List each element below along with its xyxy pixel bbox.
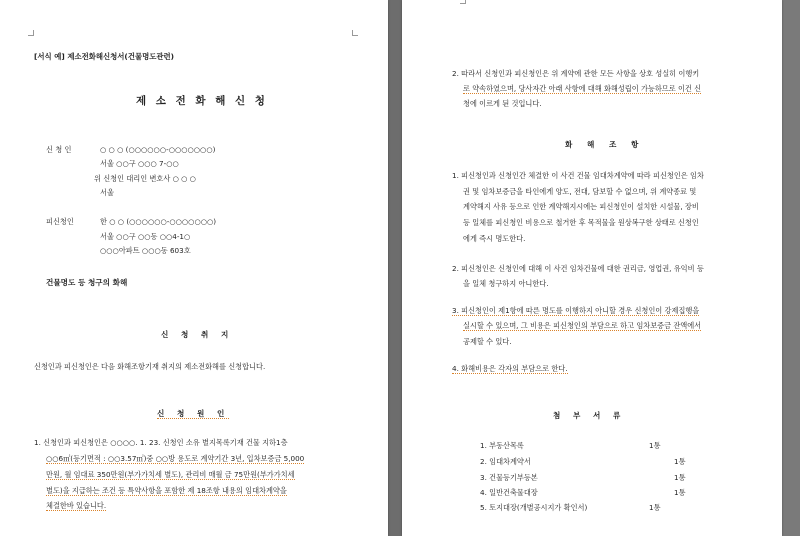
attachment-5-name: 5. 토지대장(개별공시지가 확인서) [480,503,588,512]
attachment-1-count: 1통 [649,441,661,450]
term-1-line-3: 계약해지 사유 등으로 인한 계약해지시에는 피신청인이 설치한 시설물, 장비 [463,202,699,211]
cause-1-line-5-text: 체결한바 있습니다. [46,501,107,510]
document-page-2[interactable] [402,0,782,536]
term-1-line-5: 에게 즉시 명도한다. [463,234,526,243]
attachment-2-name: 2. 임대차계약서 [480,457,531,466]
purpose-heading: 신 청 취 지 [161,330,234,339]
purpose-text: 신청인과 피신청인은 다음 화해조항기재 취지의 제소전화해를 신청합니다. [34,362,266,371]
attachment-4-name: 4. 일반건축물대장 [480,488,538,497]
attachment-4-count: 1통 [674,488,686,497]
term-1-line-2: 권 및 임차보증금을 타인에게 양도, 전대, 담보할 수 없으며, 위 계약종료 및 [463,187,697,196]
term-3-line-2 [463,321,701,330]
attachment-3-name: 3. 건물등기부등본 [480,473,538,482]
term-3-line-2-text: 실시할 수 있으며, 그 비용은 피신청인의 부담으로 하고 임차보증금 잔액에서 [463,321,702,330]
term-2-line-1: 2. 피신청인은 신청인에 대해 이 사건 임차건물에 대한 권리금, 영업권, 유익비 등 [452,264,704,273]
applicant-address: 서울 ○○구 ○○○ 7-○○ [100,159,179,168]
cause-2-line-2-text: 로 약속하였으며, 당사자간 아래 사항에 대해 화해성립이 가능하므로 이건 신 [463,84,702,93]
applicant-label: 신 청 인 [46,145,72,154]
cause-heading-text: 신 청 원 인 [157,409,230,418]
attachment-2-count: 1통 [674,457,686,466]
margin-corner-mark [460,0,466,4]
term-4 [452,364,568,373]
terms-heading: 화 해 조 항 [565,140,645,149]
cause-heading [157,408,229,419]
term-4-text: 4. 화해비용은 각자의 부담으로 한다. [452,364,568,373]
term-2-line-2: 을 일체 청구하지 아니한다. [463,279,549,288]
claim-title: 건물명도 등 청구의 화해 [46,278,128,287]
term-3-line-3: 공제할 수 있다. [463,337,512,346]
cause-1-line-4-text: 별도)을 지급하는 조건 등 특약사항을 포함한 제 18조항 내용의 임대차계약을 [46,486,287,495]
form-label: [서식 예] 제소전화해신청서(건물명도관련) [34,52,175,61]
cause-1-line-5 [46,501,106,510]
respondent-address: 서울 ○○구 ○○동 ○○4-1○ [100,232,191,241]
cause-2-line-3: 청에 이르게 된 것입니다. [463,99,542,108]
respondent-apartment: ○○○아파트 ○○○동 603호 [100,246,191,255]
cause-2-line-2 [463,84,701,93]
respondent-label: 피신청인 [46,217,74,226]
cause-1-line-2 [46,454,304,463]
margin-corner-mark [28,30,34,36]
applicant-agent: 위 신청인 대리인 변호사 ○ ○ ○ [94,174,196,183]
attachments-heading: 첨 부 서 류 [553,411,626,420]
term-1-line-4: 등 일체를 피신청인 비용으로 철거한 후 목적물을 원상복구한 상태로 신청인 [463,218,699,227]
cause-1-line-1: 1. 신청인과 피신청인은 ○○○○. 1. 23. 신청인 소유 별지목록기재 건물 지하1층 [34,438,288,447]
window-edge [782,0,800,536]
attachment-5-count: 1통 [649,503,661,512]
margin-corner-mark [352,30,358,36]
page-gap [388,0,402,536]
cause-1-line-3-text: 만원, 월 임대료 350만원(부가가치세 별도), 관리비 매월 금 75만원(부가가치세 [46,470,295,479]
applicant-name: ○ ○ ○ (○○○○○○-○○○○○○○) [100,145,216,154]
attachment-1-name: 1. 부동산목록 [480,441,524,450]
respondent-name: 한 ○ ○ (○○○○○○-○○○○○○○) [100,217,217,226]
cause-2-line-1: 2. 따라서 신청인과 피신청인은 위 계약에 관한 모든 사항을 상호 성실히 이행키 [452,69,700,78]
cause-1-line-3 [46,470,295,479]
term-3-line-1-text: 3. 피신청인이 제1항에 따른 명도를 이행하지 아니할 경우 신청인이 강제집행을 [452,306,700,315]
agent-city: 서울 [100,188,114,197]
document-title: 제 소 전 화 해 신 청 [136,95,268,107]
cause-1-line-2-text: ○○6㎡(등기면적 : ○○3.57㎡)중 ○○방 용도로 계약기간 3년, 입차보증금 5,000 [46,454,305,463]
term-1-line-1: 1. 피신청인과 신청인간 체결한 이 사건 건물 임대차계약에 따라 피신청인은 임차 [452,171,704,180]
term-3-line-1 [452,306,699,315]
cause-1-line-4 [46,486,287,495]
document-page-1[interactable] [0,0,388,536]
attachment-3-count: 1통 [674,473,686,482]
